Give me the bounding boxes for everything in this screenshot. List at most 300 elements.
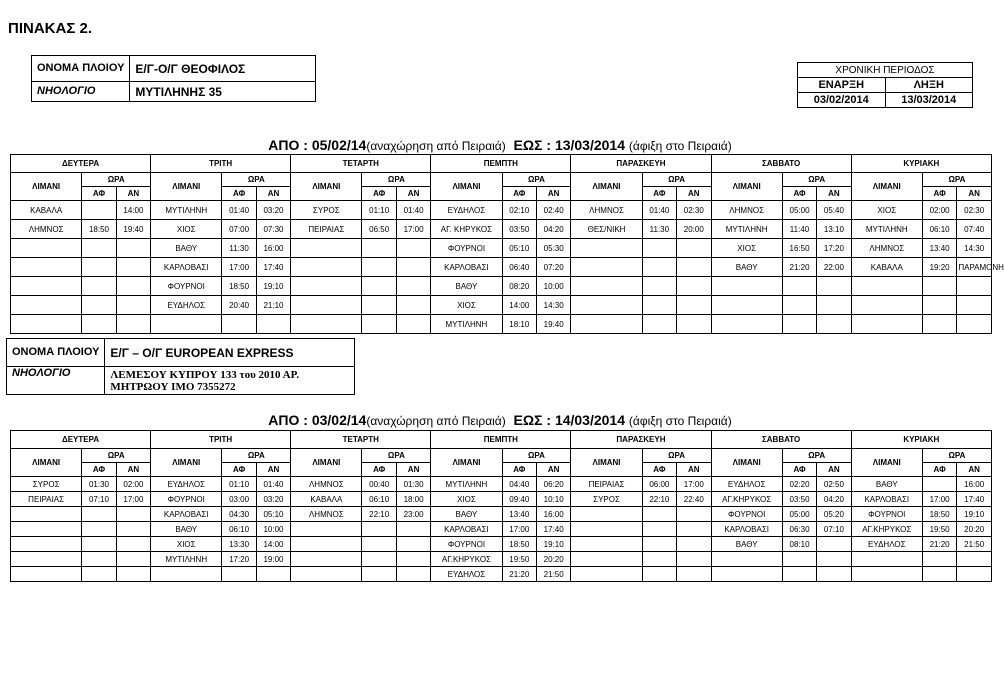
schedule-table-1 <box>10 154 1004 334</box>
arrival-cell: 07:30 <box>256 220 290 239</box>
arrival-cell: 17:20 <box>817 239 851 258</box>
departure-cell: 21:20 <box>922 537 956 552</box>
departure-cell: 05:10 <box>502 239 536 258</box>
departure-cell <box>642 258 676 277</box>
port-cell <box>711 552 782 567</box>
time-header: ΩΡΑ <box>502 173 571 187</box>
departure-cell: 14:00 <box>502 296 536 315</box>
port-header: ΛΙΜΑΝΙ <box>571 449 642 477</box>
port-cell <box>711 296 782 315</box>
port-cell: ΧΙΟΣ <box>851 201 922 220</box>
schedule-1-heading <box>0 137 1000 153</box>
port-header: ΛΙΜΑΝΙ <box>291 449 362 477</box>
arrival-cell: 07:40 <box>957 220 992 239</box>
port-cell <box>11 239 82 258</box>
port-cell <box>11 277 82 296</box>
departure-header: ΑΦ <box>82 463 116 477</box>
departure-cell: 04:30 <box>222 507 256 522</box>
departure-cell: 13:40 <box>502 507 536 522</box>
arrival-cell <box>116 537 150 552</box>
departure-cell <box>82 522 116 537</box>
departure-cell: 17:00 <box>222 258 256 277</box>
departure-cell: 11:30 <box>642 220 676 239</box>
period-end-label: ΛΗΞΗ <box>885 78 973 93</box>
from-label: ΑΠΟ : <box>268 412 312 428</box>
port-cell <box>11 522 82 537</box>
port-cell <box>851 296 922 315</box>
port-cell <box>571 239 642 258</box>
arrival-header: ΑΝ <box>256 463 290 477</box>
day-header: ΣΑΒΒΑΤΟ <box>711 431 851 449</box>
table-row <box>11 537 992 552</box>
day-header: ΠΕΜΠΤΗ <box>431 431 571 449</box>
departure-cell: 17:00 <box>922 492 956 507</box>
arrival-cell <box>396 258 430 277</box>
departure-cell: 13:40 <box>922 239 956 258</box>
table-row <box>11 315 992 334</box>
arrival-header: ΑΝ <box>396 463 430 477</box>
departure-cell <box>362 277 396 296</box>
departure-cell <box>362 537 396 552</box>
arrival-cell <box>396 567 430 582</box>
from-note: (αναχώρηση από Πειραιά) <box>366 139 506 153</box>
arrival-cell <box>817 296 851 315</box>
time-header: ΩΡΑ <box>222 449 291 463</box>
ship-info-1 <box>31 55 316 102</box>
departure-cell <box>362 296 396 315</box>
arrival-cell <box>396 239 430 258</box>
port-cell: ΣΥΡΟΣ <box>571 492 642 507</box>
port-cell <box>11 567 82 582</box>
departure-cell: 18:50 <box>922 507 956 522</box>
departure-cell: 03:50 <box>502 220 536 239</box>
time-header: ΩΡΑ <box>922 173 991 187</box>
departure-cell <box>82 507 116 522</box>
port-cell: ΚΑΡΛΟΒΑΣΙ <box>151 258 222 277</box>
arrival-cell: 03:20 <box>256 201 290 220</box>
arrival-cell <box>396 552 430 567</box>
arrival-cell: 19:10 <box>536 537 570 552</box>
port-cell <box>851 552 922 567</box>
departure-cell: 06:50 <box>362 220 396 239</box>
port-cell <box>711 567 782 582</box>
arrival-cell: 05:10 <box>256 507 290 522</box>
arrival-cell: 05:40 <box>817 201 851 220</box>
to-date: 14/03/2014 <box>554 412 626 428</box>
day-header: ΔΕΥΤΕΡΑ <box>11 431 151 449</box>
port-cell <box>711 315 782 334</box>
port-cell: ΜΥΤΙΛΗΝΗ <box>431 315 502 334</box>
port-cell <box>11 507 82 522</box>
departure-cell <box>222 315 256 334</box>
port-cell <box>11 258 82 277</box>
arrival-cell: 01:40 <box>396 201 430 220</box>
port-cell <box>11 537 82 552</box>
departure-cell: 05:00 <box>782 201 816 220</box>
time-header: ΩΡΑ <box>642 173 711 187</box>
departure-cell <box>782 567 816 582</box>
from-label: ΑΠΟ : <box>268 137 312 153</box>
port-cell: ΧΙΟΣ <box>151 220 222 239</box>
departure-cell: 03:00 <box>222 492 256 507</box>
port-cell <box>291 567 362 582</box>
arrival-cell: 16:00 <box>256 239 290 258</box>
to-note: (άφιξη στο Πειραιά) <box>628 139 732 153</box>
arrival-cell: 04:20 <box>817 492 851 507</box>
arrival-cell <box>116 258 150 277</box>
departure-cell <box>922 277 956 296</box>
arrival-cell: 04:20 <box>536 220 570 239</box>
arrival-cell: 14:30 <box>957 239 992 258</box>
port-cell <box>571 552 642 567</box>
arrival-cell <box>116 567 150 582</box>
arrival-cell: 22:00 <box>817 258 851 277</box>
departure-cell <box>82 239 116 258</box>
port-cell: ΦΟΥΡΝΟΙ <box>711 507 782 522</box>
departure-header: ΑΦ <box>82 187 116 201</box>
arrival-cell <box>957 277 992 296</box>
departure-cell <box>642 315 676 334</box>
departure-cell <box>642 277 676 296</box>
arrival-cell: 19:10 <box>957 507 992 522</box>
arrival-cell <box>677 567 711 582</box>
registry-label: ΝΗΟΛΟΓΙΟ <box>7 367 105 395</box>
arrival-cell: 10:00 <box>536 277 570 296</box>
departure-header: ΑΦ <box>362 187 396 201</box>
time-header: ΩΡΑ <box>502 449 571 463</box>
port-cell: ΧΙΟΣ <box>711 239 782 258</box>
arrival-cell <box>116 296 150 315</box>
port-cell: ΕΥΔΗΛΟΣ <box>151 296 222 315</box>
port-cell: ΒΑΘΥ <box>431 277 502 296</box>
port-cell: ΒΑΘΥ <box>711 537 782 552</box>
port-cell: ΛΗΜΝΟΣ <box>11 220 82 239</box>
arrival-cell <box>677 277 711 296</box>
day-header: ΤΕΤΑΡΤΗ <box>291 155 431 173</box>
port-cell <box>571 296 642 315</box>
period-title: ΧΡΟΝΙΚΗ ΠΕΡΙΟΔΟΣ <box>798 63 973 78</box>
ship-name-label: ΟΝΟΜΑ ΠΛΟΙΟΥ <box>32 56 130 82</box>
port-cell: ΣΥΡΟΣ <box>291 201 362 220</box>
port-cell: ΧΙΟΣ <box>431 492 502 507</box>
port-cell: ΚΑΒΑΛΑ <box>851 258 922 277</box>
schedule-2-heading <box>0 412 1000 428</box>
arrival-cell: 19:40 <box>116 220 150 239</box>
from-date: 05/02/14 <box>311 137 367 153</box>
port-header: ΛΙΜΑΝΙ <box>851 173 922 201</box>
departure-cell: 21:20 <box>782 258 816 277</box>
arrival-cell <box>677 507 711 522</box>
arrival-cell <box>817 552 851 567</box>
arrival-header: ΑΝ <box>677 187 711 201</box>
port-cell <box>291 296 362 315</box>
departure-header: ΑΦ <box>502 463 536 477</box>
port-cell <box>11 552 82 567</box>
departure-cell <box>642 567 676 582</box>
departure-cell: 18:50 <box>82 220 116 239</box>
departure-cell <box>922 552 956 567</box>
port-cell <box>571 277 642 296</box>
ship-name: Ε/Γ-Ο/Γ ΘΕΟΦΙΛΟΣ <box>130 56 316 82</box>
table-row <box>11 258 992 277</box>
arrival-header: ΑΝ <box>536 463 570 477</box>
departure-cell <box>362 567 396 582</box>
table-row <box>11 296 992 315</box>
departure-cell: 18:50 <box>222 277 256 296</box>
port-cell: ΒΑΘΥ <box>711 258 782 277</box>
port-cell <box>11 315 82 334</box>
port-cell: ΧΙΟΣ <box>431 296 502 315</box>
arrival-cell: 23:00 <box>396 507 430 522</box>
ship-info-2 <box>6 338 355 395</box>
port-header: ΛΙΜΑΝΙ <box>851 449 922 477</box>
table-row <box>11 201 992 220</box>
table-row <box>11 552 992 567</box>
departure-cell <box>82 201 116 220</box>
departure-header: ΑΦ <box>782 463 816 477</box>
table-row <box>11 507 992 522</box>
departure-cell: 17:20 <box>222 552 256 567</box>
port-cell <box>851 567 922 582</box>
from-date: 03/02/14 <box>311 412 367 428</box>
departure-cell: 20:40 <box>222 296 256 315</box>
departure-cell: 09:40 <box>502 492 536 507</box>
departure-cell <box>362 258 396 277</box>
departure-cell <box>642 537 676 552</box>
arrival-cell <box>116 552 150 567</box>
schedule-table-2 <box>10 430 992 582</box>
day-header: ΚΥΡΙΑΚΗ <box>851 155 991 173</box>
port-header: ΛΙΜΑΝΙ <box>151 449 222 477</box>
arrival-cell <box>677 258 711 277</box>
arrival-cell <box>256 315 290 334</box>
period-end-date: 13/03/2014 <box>885 93 973 108</box>
arrival-cell: 17:40 <box>957 492 992 507</box>
arrival-cell <box>677 296 711 315</box>
port-cell <box>291 522 362 537</box>
departure-cell: 03:50 <box>782 492 816 507</box>
arrival-cell: 02:30 <box>957 201 992 220</box>
table-row <box>11 277 992 296</box>
arrival-cell: 02:50 <box>817 477 851 492</box>
port-cell: ΕΥΔΗΛΟΣ <box>431 567 502 582</box>
port-header: ΛΙΜΑΝΙ <box>151 173 222 201</box>
period-start-date: 03/02/2014 <box>798 93 886 108</box>
arrival-cell: 17:00 <box>116 492 150 507</box>
arrival-cell: 13:10 <box>817 220 851 239</box>
arrival-header: ΑΝ <box>116 463 150 477</box>
port-header: ΛΙΜΑΝΙ <box>711 173 782 201</box>
arrival-cell <box>817 315 851 334</box>
departure-cell <box>922 477 956 492</box>
departure-cell: 06:10 <box>362 492 396 507</box>
departure-header: ΑΦ <box>922 187 956 201</box>
to-label: ΕΩΣ : <box>513 412 555 428</box>
arrival-cell: 02:40 <box>536 201 570 220</box>
arrival-cell: 07:20 <box>536 258 570 277</box>
arrival-cell <box>817 567 851 582</box>
port-cell <box>851 277 922 296</box>
arrival-cell: 14:00 <box>116 201 150 220</box>
arrival-header: ΑΝ <box>677 463 711 477</box>
arrival-cell: 20:00 <box>677 220 711 239</box>
port-header: ΛΙΜΑΝΙ <box>11 449 82 477</box>
period-box <box>797 62 973 108</box>
departure-cell <box>642 507 676 522</box>
departure-cell <box>82 277 116 296</box>
arrival-cell <box>116 315 150 334</box>
port-cell <box>851 315 922 334</box>
to-date: 13/03/2014 <box>554 137 626 153</box>
arrival-cell: 01:30 <box>396 477 430 492</box>
arrival-cell: 07:10 <box>817 522 851 537</box>
port-cell: ΚΑΡΛΟΒΑΣΙ <box>431 258 502 277</box>
departure-cell <box>222 567 256 582</box>
departure-cell: 00:40 <box>362 477 396 492</box>
arrival-cell <box>116 522 150 537</box>
table-row <box>11 492 992 507</box>
port-cell: ΚΑΡΛΟΒΑΣΙ <box>151 507 222 522</box>
departure-cell <box>82 258 116 277</box>
arrival-cell: 16:00 <box>536 507 570 522</box>
arrival-cell: 03:20 <box>256 492 290 507</box>
departure-cell <box>362 239 396 258</box>
port-cell: ΚΑΡΛΟΒΑΣΙ <box>711 522 782 537</box>
arrival-header: ΑΝ <box>256 187 290 201</box>
departure-header: ΑΦ <box>502 187 536 201</box>
to-label: ΕΩΣ : <box>513 137 555 153</box>
port-cell: ΛΗΜΝΟΣ <box>291 507 362 522</box>
arrival-cell: 20:20 <box>536 552 570 567</box>
departure-cell <box>782 315 816 334</box>
port-cell <box>151 315 222 334</box>
departure-cell: 08:20 <box>502 277 536 296</box>
departure-cell <box>82 315 116 334</box>
port-cell: ΕΥΔΗΛΟΣ <box>711 477 782 492</box>
arrival-cell: 14:00 <box>256 537 290 552</box>
departure-cell: 22:10 <box>642 492 676 507</box>
departure-cell: 05:00 <box>782 507 816 522</box>
day-header: ΔΕΥΤΕΡΑ <box>11 155 151 173</box>
departure-cell <box>922 296 956 315</box>
arrival-cell <box>957 296 992 315</box>
arrival-cell <box>396 296 430 315</box>
departure-cell: 06:40 <box>502 258 536 277</box>
registry-line-2: ΜΗΤΡΩΟΥ IMO 7355272 <box>110 380 236 393</box>
port-cell: ΦΟΥΡΝΟΙ <box>431 239 502 258</box>
port-cell <box>571 258 642 277</box>
departure-cell: 06:30 <box>782 522 816 537</box>
arrival-cell: 10:00 <box>256 522 290 537</box>
port-cell: ΣΥΡΟΣ <box>11 477 82 492</box>
port-cell: ΚΑΡΛΟΒΑΣΙ <box>431 522 502 537</box>
arrival-cell: 16:00 <box>957 477 992 492</box>
arrival-cell: 02:00 <box>116 477 150 492</box>
port-cell: ΜΥΤΙΛΗΝΗ <box>151 552 222 567</box>
arrival-cell: 20:20 <box>957 522 992 537</box>
departure-cell: 18:10 <box>502 315 536 334</box>
day-header: ΠΑΡΑΣΚΕΥΗ <box>571 155 711 173</box>
time-header: ΩΡΑ <box>362 173 431 187</box>
port-cell: ΛΗΜΝΟΣ <box>711 201 782 220</box>
arrival-cell <box>677 239 711 258</box>
port-header: ΛΙΜΑΝΙ <box>711 449 782 477</box>
table-row <box>11 239 992 258</box>
departure-cell: 17:00 <box>502 522 536 537</box>
port-cell: ΕΥΔΗΛΟΣ <box>151 477 222 492</box>
departure-cell <box>642 552 676 567</box>
registry-value: ΜΥΤΙΛΗΝΗΣ 35 <box>130 82 316 102</box>
port-cell: ΜΥΤΙΛΗΝΗ <box>151 201 222 220</box>
port-cell: ΦΟΥΡΝΟΙ <box>431 537 502 552</box>
arrival-cell <box>957 552 992 567</box>
port-cell: ΑΓ.ΚΗΡΥΚΟΣ <box>711 492 782 507</box>
departure-header: ΑΦ <box>362 463 396 477</box>
departure-cell <box>82 537 116 552</box>
departure-cell: 21:20 <box>502 567 536 582</box>
departure-cell <box>782 296 816 315</box>
departure-header: ΑΦ <box>782 187 816 201</box>
time-header: ΩΡΑ <box>82 173 151 187</box>
arrival-cell: 17:40 <box>536 522 570 537</box>
arrival-cell: 19:10 <box>256 277 290 296</box>
departure-cell <box>362 552 396 567</box>
port-cell: ΒΑΘΥ <box>151 239 222 258</box>
arrival-header: ΑΝ <box>817 187 851 201</box>
arrival-cell: 06:20 <box>536 477 570 492</box>
time-header: ΩΡΑ <box>222 173 291 187</box>
departure-cell: 16:50 <box>782 239 816 258</box>
from-note: (αναχώρηση από Πειραιά) <box>366 414 506 428</box>
arrival-cell <box>957 315 992 334</box>
departure-cell: 08:10 <box>782 537 816 552</box>
port-cell <box>291 315 362 334</box>
arrival-cell <box>396 315 430 334</box>
port-cell: ΘΕΣ/ΝΙΚΗ <box>571 220 642 239</box>
arrival-cell <box>116 239 150 258</box>
registry-line-1: ΛΕΜΕΣΟΥ ΚΥΠΡΟΥ 133 του 2010 ΑΡ. <box>110 368 300 381</box>
departure-cell <box>922 567 956 582</box>
departure-cell <box>782 277 816 296</box>
port-cell: ΕΥΔΗΛΟΣ <box>431 201 502 220</box>
departure-cell <box>362 522 396 537</box>
arrival-header: ΑΝ <box>116 187 150 201</box>
arrival-cell: 14:30 <box>536 296 570 315</box>
port-cell: ΧΙΟΣ <box>151 537 222 552</box>
departure-cell: 07:10 <box>82 492 116 507</box>
port-cell: ΚΑΡΛΟΒΑΣΙ <box>851 492 922 507</box>
departure-cell: 06:10 <box>922 220 956 239</box>
arrival-cell: 21:10 <box>256 296 290 315</box>
port-cell <box>291 239 362 258</box>
arrival-header: ΑΝ <box>957 187 992 201</box>
ship-name-label: ΟΝΟΜΑ ΠΛΟΙΟΥ <box>7 339 105 367</box>
port-cell <box>11 296 82 315</box>
port-cell: ΠΕΙΡΑΙΑΣ <box>291 220 362 239</box>
port-cell: ΚΑΒΑΛΑ <box>11 201 82 220</box>
to-note: (άφιξη στο Πειραιά) <box>628 414 732 428</box>
port-header: ΛΙΜΑΝΙ <box>431 449 502 477</box>
day-header: ΠΕΜΠΤΗ <box>431 155 571 173</box>
port-cell: ΜΥΤΙΛΗΝΗ <box>851 220 922 239</box>
departure-cell: 19:50 <box>922 522 956 537</box>
departure-cell: 13:30 <box>222 537 256 552</box>
arrival-cell: 05:30 <box>536 239 570 258</box>
departure-cell: 07:00 <box>222 220 256 239</box>
departure-cell: 22:10 <box>362 507 396 522</box>
port-cell <box>571 315 642 334</box>
registry-label: ΝΗΟΛΟΓΙΟ <box>32 82 130 102</box>
